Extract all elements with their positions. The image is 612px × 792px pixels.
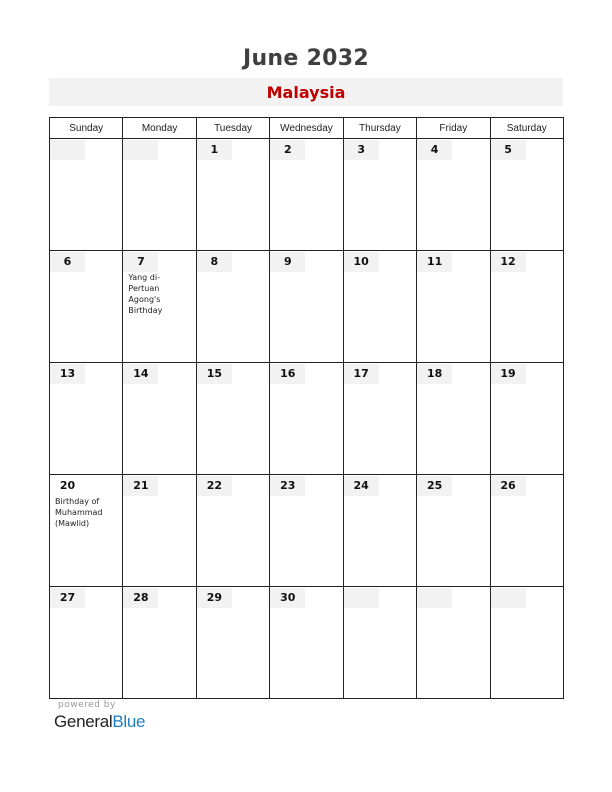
week-row — [50, 587, 564, 699]
day-cell — [50, 587, 123, 699]
generalblue-logo[interactable] — [54, 712, 145, 732]
day-cell — [50, 363, 123, 475]
day-cell — [196, 475, 269, 587]
day-cell — [123, 475, 196, 587]
day-cell — [123, 363, 196, 475]
day-number: 7 — [123, 252, 158, 272]
day-cell — [123, 587, 196, 699]
day-number — [344, 588, 379, 608]
brand-blue: Blue — [112, 712, 146, 731]
day-cell — [123, 139, 196, 251]
weekday-header: Monday — [123, 118, 196, 139]
day-number — [123, 140, 158, 160]
day-cell — [50, 475, 123, 587]
day-cell — [50, 251, 123, 363]
week-row — [50, 139, 564, 251]
day-number: 22 — [197, 476, 232, 496]
day-cell — [490, 475, 563, 587]
day-cell — [490, 363, 563, 475]
day-number: 29 — [197, 588, 232, 608]
day-cell — [343, 475, 416, 587]
page-title: June 2032 — [242, 46, 370, 71]
week-row — [50, 251, 564, 363]
weekday-header: Saturday — [490, 118, 563, 139]
weekday-header: Friday — [417, 118, 490, 139]
day-number: 27 — [50, 588, 85, 608]
day-cell — [490, 139, 563, 251]
day-number: 11 — [417, 252, 452, 272]
day-cell — [343, 139, 416, 251]
day-number: 13 — [50, 364, 85, 384]
day-number: 21 — [123, 476, 158, 496]
day-number: 1 — [197, 140, 232, 160]
day-number: 16 — [270, 364, 305, 384]
day-number: 9 — [270, 252, 305, 272]
day-number: 26 — [491, 476, 526, 496]
day-cell — [270, 363, 343, 475]
day-cell — [343, 251, 416, 363]
calendar-grid — [49, 117, 564, 699]
day-cell — [196, 139, 269, 251]
day-cell — [490, 251, 563, 363]
day-number: 24 — [344, 476, 379, 496]
day-cell — [490, 587, 563, 699]
day-cell — [343, 587, 416, 699]
holiday-label: Yang di-Pertuan Agong's Birthday — [128, 273, 163, 315]
day-number: 30 — [270, 588, 305, 608]
day-number: 17 — [344, 364, 379, 384]
weekday-header-row — [50, 118, 564, 139]
day-cell — [123, 251, 196, 363]
day-cell — [196, 587, 269, 699]
day-cell — [417, 251, 490, 363]
day-number: 10 — [344, 252, 379, 272]
day-cell — [417, 587, 490, 699]
day-number: 19 — [491, 364, 526, 384]
holiday-label: Birthday of Muhammad (Mawlid) — [55, 497, 103, 528]
day-number — [491, 588, 526, 608]
day-number: 8 — [197, 252, 232, 272]
week-row — [50, 363, 564, 475]
day-number — [417, 588, 452, 608]
weekday-header: Thursday — [343, 118, 416, 139]
day-cell — [417, 139, 490, 251]
weekday-header: Wednesday — [270, 118, 343, 139]
day-number: 5 — [491, 140, 526, 160]
day-number: 3 — [344, 140, 379, 160]
day-cell — [50, 139, 123, 251]
week-row — [50, 475, 564, 587]
day-number: 4 — [417, 140, 452, 160]
day-number: 18 — [417, 364, 452, 384]
day-number: 28 — [123, 588, 158, 608]
day-number: 23 — [270, 476, 305, 496]
weekday-header: Sunday — [50, 118, 123, 139]
day-cell — [270, 251, 343, 363]
day-number: 15 — [197, 364, 232, 384]
day-cell — [270, 587, 343, 699]
weekday-header: Tuesday — [196, 118, 269, 139]
brand-general: General — [54, 712, 113, 731]
day-cell — [196, 251, 269, 363]
day-cell — [270, 475, 343, 587]
country-name: Malaysia — [49, 78, 563, 106]
powered-by-text: powered by — [58, 700, 116, 710]
day-number: 25 — [417, 476, 452, 496]
day-cell — [196, 363, 269, 475]
day-cell — [343, 363, 416, 475]
day-number: 2 — [270, 140, 305, 160]
day-number: 20 — [59, 479, 76, 492]
day-number: 6 — [50, 252, 85, 272]
day-cell — [270, 139, 343, 251]
day-cell — [417, 475, 490, 587]
day-number: 14 — [123, 364, 158, 384]
day-number: 12 — [491, 252, 526, 272]
day-cell — [417, 363, 490, 475]
day-number — [50, 140, 85, 160]
